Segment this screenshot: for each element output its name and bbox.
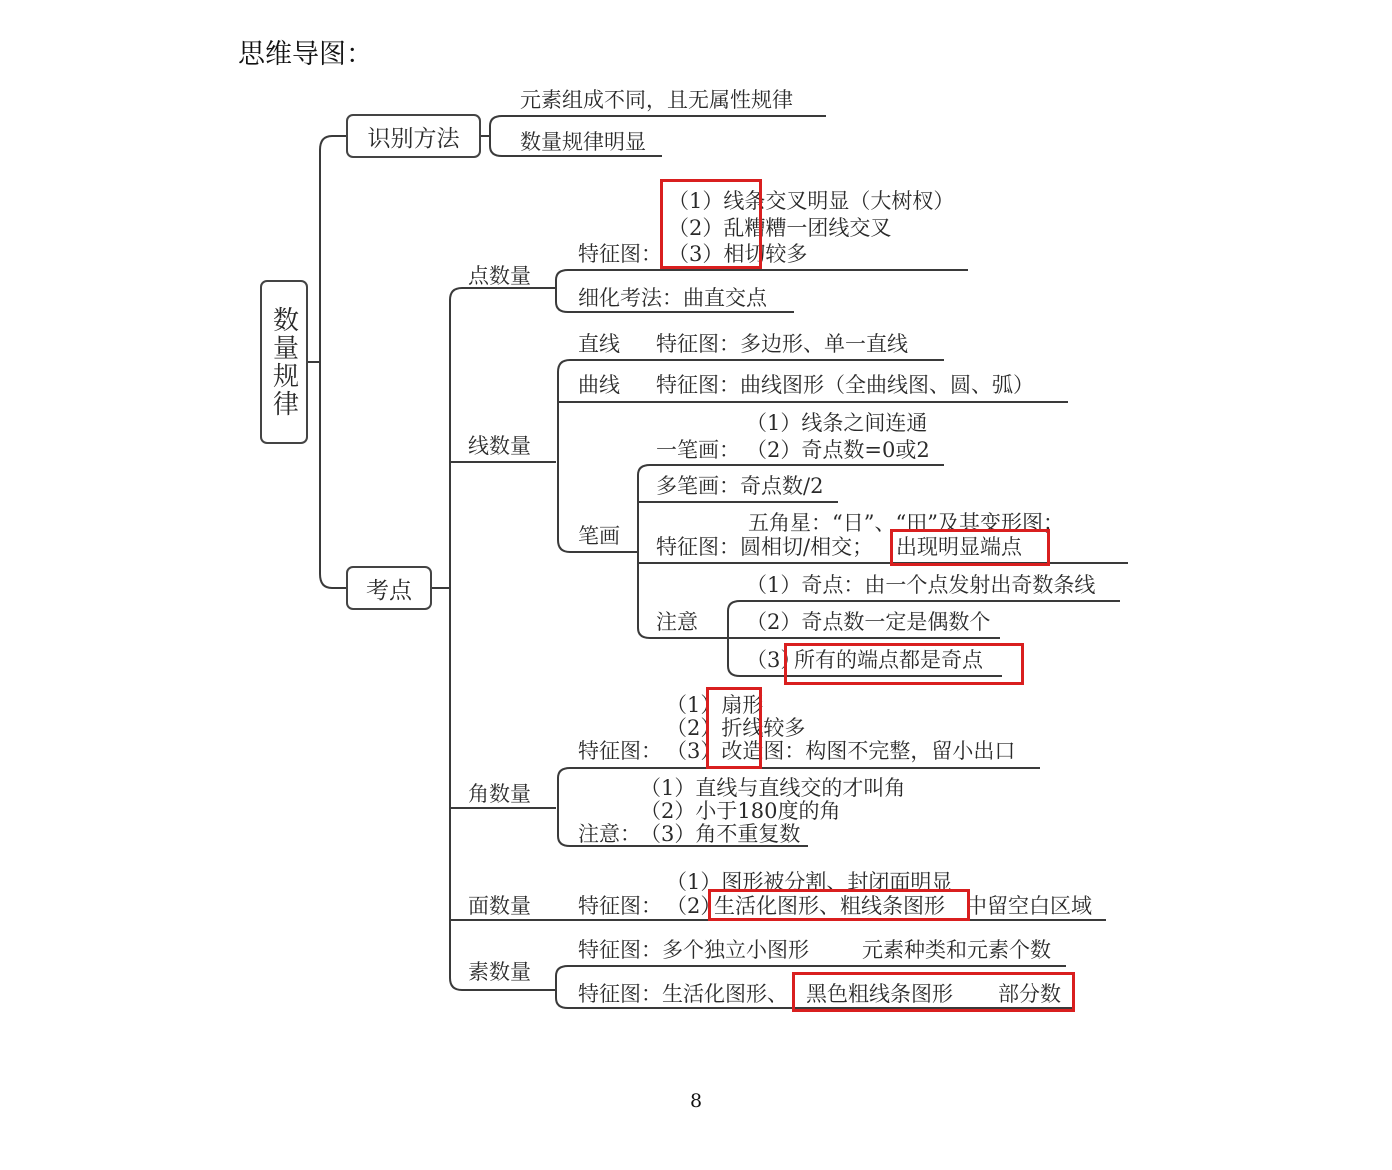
curve-feature: 特征图：曲线图形（全曲线图、圆、弧） bbox=[656, 373, 1034, 397]
highlight-box-all-endpoints bbox=[784, 643, 1024, 685]
line-count-label: 线数量 bbox=[468, 434, 531, 458]
note-3-prefix: （3） bbox=[746, 648, 802, 672]
curve-label: 曲线 bbox=[578, 373, 620, 397]
face-count-label: 面数量 bbox=[468, 894, 531, 918]
identify-item-2: 数量规律明显 bbox=[520, 130, 646, 154]
stroke-label: 笔画 bbox=[578, 524, 620, 548]
note-label: 注意 bbox=[656, 610, 698, 634]
element-row2-suffix: 部分数 bbox=[998, 982, 1061, 1006]
stroke-feature-highlight: 出现明显端点 bbox=[896, 535, 1022, 559]
point-refine: 细化考法：曲直交点 bbox=[578, 286, 767, 310]
identify-method-node: 识别方法 bbox=[346, 114, 481, 158]
straight-label: 直线 bbox=[578, 332, 620, 356]
element-row1-suffix: 元素种类和元素个数 bbox=[862, 938, 1051, 962]
angle-note-3: （3）角不重复数 bbox=[640, 822, 801, 846]
one-stroke-prefix: 一笔画： bbox=[656, 438, 740, 462]
point-feature-prefix: 特征图： bbox=[578, 242, 662, 266]
face-feature-2-highlight: 生活化图形、粗线条图形 bbox=[714, 894, 945, 918]
highlight-box-point-features bbox=[660, 179, 762, 269]
highlight-box-endpoints bbox=[890, 529, 1050, 566]
face-feature-2-prefix: （2） bbox=[666, 894, 722, 918]
element-row1-prefix: 特征图：多个独立小图形 bbox=[578, 938, 809, 962]
stroke-feature-line1: 五角星：“日”、“田”及其变形图； bbox=[748, 511, 1064, 535]
page-number: 8 bbox=[689, 1090, 703, 1112]
angle-count-label: 角数量 bbox=[468, 782, 531, 806]
angle-feature-prefix: 特征图： bbox=[578, 739, 662, 763]
face-feature-prefix: 特征图： bbox=[578, 894, 662, 918]
highlight-box-face-feature bbox=[708, 889, 970, 921]
element-count-label: 素数量 bbox=[468, 960, 531, 984]
root-node: 数量规律 bbox=[260, 280, 308, 444]
stroke-feature-prefix: 特征图：圆相切/相交； bbox=[656, 535, 874, 559]
angle-feature-2: （2）折线较多 bbox=[666, 716, 806, 740]
page-heading: 思维导图： bbox=[238, 39, 373, 70]
point-feature-1: （1）线条交叉明显（大树杈） bbox=[668, 189, 955, 213]
angle-note-1: （1）直线与直线交的才叫角 bbox=[640, 776, 906, 800]
point-count-label: 点数量 bbox=[468, 264, 531, 288]
point-feature-2: （2）乱糟糟一团线交叉 bbox=[668, 216, 892, 240]
straight-feature: 特征图：多边形、单一直线 bbox=[656, 332, 908, 356]
angle-feature-3: （3）改造图：构图不完整，留小出口 bbox=[666, 739, 1016, 763]
angle-feature-1: （1）扇形 bbox=[666, 693, 764, 717]
highlight-box-element-feature bbox=[792, 972, 1075, 1012]
exam-point-node: 考点 bbox=[346, 566, 432, 610]
identify-item-1: 元素组成不同，且无属性规律 bbox=[520, 88, 793, 112]
note-3-highlight: 所有的端点都是奇点 bbox=[794, 648, 983, 672]
element-row2-highlight: 黑色粗线条图形 bbox=[806, 982, 953, 1006]
point-feature-3: （3）相切较多 bbox=[668, 242, 808, 266]
multi-stroke: 多笔画：奇点数/2 bbox=[656, 474, 824, 498]
one-stroke-2: （2）奇点数=0或2 bbox=[746, 438, 930, 462]
note-1: （1）奇点：由一个点发射出奇数条线 bbox=[746, 573, 1096, 597]
face-feature-2-suffix: 中留空白区域 bbox=[966, 894, 1092, 918]
one-stroke-1: （1）线条之间连通 bbox=[746, 411, 928, 435]
angle-note-2: （2）小于180度的角 bbox=[640, 799, 841, 823]
angle-note-prefix: 注意： bbox=[578, 822, 641, 846]
highlight-box-angle-features bbox=[706, 687, 762, 769]
element-row2-prefix: 特征图：生活化图形、 bbox=[578, 982, 788, 1006]
note-2: （2）奇点数一定是偶数个 bbox=[746, 610, 991, 634]
face-feature-1: （1）图形被分割、封闭面明显 bbox=[666, 870, 953, 894]
